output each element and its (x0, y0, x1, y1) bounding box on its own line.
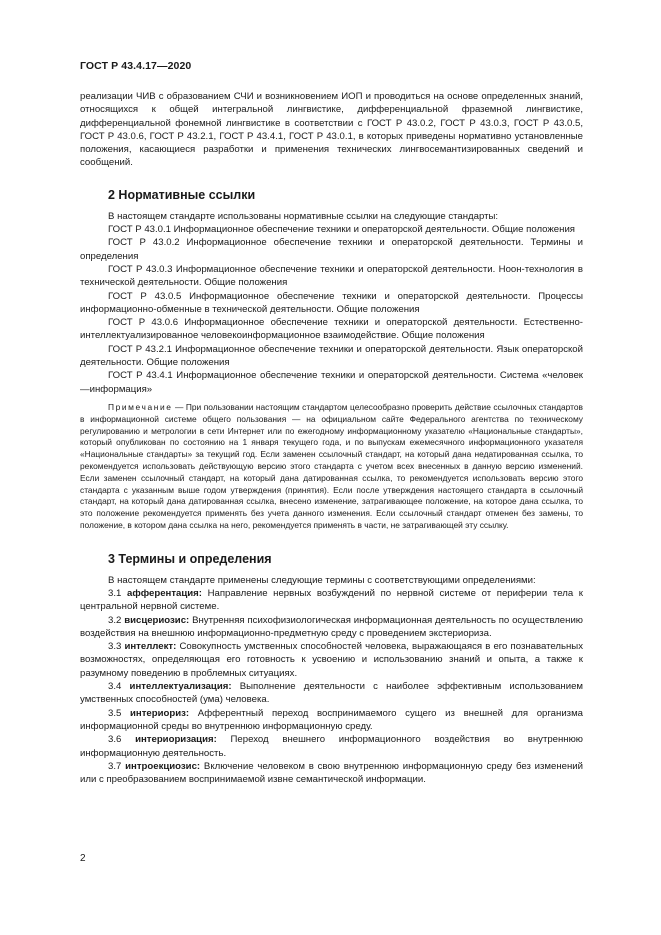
reference-item: ГОСТ Р 43.0.5 Информационное обеспечение техники и операторской деятельности. Процессы информационно-обменные в технической деятельности. Общие положения (80, 290, 583, 315)
term-entry (80, 760, 583, 787)
reference-item: ГОСТ Р 43.0.1 Информационное обеспечение техники и операторской деятельности. Общие положения (108, 224, 575, 236)
reference-item: ГОСТ Р 43.0.3 Информационное обеспечение техники и операторской деятельности. Ноон-технология в технической деятельности. Общие положения (80, 263, 583, 289)
term-name: интеллектуализация: (129, 681, 232, 693)
page-number: 2 (80, 853, 86, 864)
term-definition: Внутренняя психофизиологическая информационная деятельность по осуществлению воздействия на внешнюю информационно-предметную среду с проведением экстериоризa. (80, 614, 583, 639)
reference-item: ГОСТ Р 43.0.2 Информационное обеспечение техники и операторской деятельности. Термины и определения (80, 237, 583, 262)
section-3-title: 3 Термины и определения (108, 551, 272, 566)
term-entry (80, 640, 583, 680)
term-definition: Переход внешнего информационного воздействия во внутреннюю информационную деятельность. (80, 734, 583, 759)
term-name: висцериозис: (124, 614, 190, 626)
term-number: 3.2 (108, 614, 122, 626)
note-paragraph (80, 402, 583, 532)
note-text: — При пользовании настоящим стандартом целесообразно проверить действие ссылочных стандартов в информационной системе общего пользования — на официальном сайте Федерального агентства по техническому регулированию и метрологии в сети Интернет или по ежегодному информационному указателю «Национальные стандарты», который опубликован по состоянию на 1 января текущего года, и по выпускам ежемесячного информационного указателя «Национальные стандарты» за текущий год. Если заменен ссылочный стандарт, на который дана недатированная ссылка, то рекомендуется использовать действующую версию этого стандарта с учетом всех внесенных в данную версию изменений. Если заменен ссылочный стандарт, на который дана датированная ссылка, то рекомендуется использовать версию этого стандарта с указанным выше годом утверждения (принятия). Если после утверждения настоящего стандарта в ссылочный стандарт, на который дана датированная ссылка, внесено изменение, затрагивающее положение, на которое дана ссылка, то это положение рекомендуется применять без учета данного изменения. Если ссылочный стандарт отменен без замены, то положение, в котором дана ссылка на него, рекомендуется применять в части, не затрагивающей эту ссылку. (80, 401, 583, 530)
term-definition: Совокупность умственных способностей человека, выражающаяся в его познавательных возможностях, определяющая его готовность к усвоению и использованию знаний и опыта, а также к разумному поведению в проблемных ситуациях. (80, 641, 583, 679)
term-entry (80, 707, 583, 734)
term-number: 3.6 (108, 734, 122, 746)
reference-item: ГОСТ Р 43.4.1 Информационное обеспечение техники и операторской деятельности. Система «человек—информация» (80, 370, 583, 395)
term-name: интериоризация: (135, 734, 217, 746)
page-content (80, 90, 583, 786)
section-2-lead: В настоящем стандарте использованы нормативные ссылки на следующие стандарты: (108, 210, 499, 222)
term-number: 3.7 (108, 760, 122, 772)
section-3-lead: В настоящем стандарте применены следующие термины с соответствующими определениями: (108, 574, 536, 586)
term-entry (80, 733, 583, 760)
term-name: афферентация: (127, 588, 202, 599)
reference-item: ГОСТ Р 43.0.6 Информационное обеспечение техники и операторской деятельности. Естественно-интеллектуализированное человекоинформационное взаимодействие. Общие положения (80, 317, 583, 342)
term-definition: Включение человеком в свою внутреннюю информационную среду без изменений или с преобразованием воспринимаемой извне семантической информации. (80, 760, 583, 786)
term-entry (80, 587, 583, 614)
term-number: 3.5 (108, 707, 122, 719)
note-label: Примечание (108, 401, 173, 412)
term-name: интроекциозис: (125, 760, 201, 772)
term-definition: Выполнение деятельности с наиболее эффективным использованием умственных способностей (ума) человека. (80, 681, 583, 706)
document-header: ГОСТ Р 43.4.17—2020 (80, 60, 192, 72)
reference-item: ГОСТ Р 43.2.1 Информационное обеспечение техники и операторской деятельности. Язык операторской деятельности. Общие положения (80, 343, 583, 369)
section-2-title: 2 Нормативные ссылки (108, 187, 256, 202)
term-number: 3.3 (108, 641, 122, 653)
term-number: 3.4 (108, 681, 122, 693)
term-name: интеллект: (124, 641, 177, 653)
term-definition: Направление нервных возбуждений по нервной системе от периферии тела к центральной нервной системе. (80, 588, 584, 613)
term-name: интериориз: (130, 707, 190, 719)
term-definition: Афферентный переход воспринимаемого сущего из внешней для организма информационной среды во внутреннюю информационную среду. (80, 707, 584, 732)
term-entry (80, 680, 583, 707)
term-number: 3.1 (108, 588, 122, 599)
term-entry (80, 614, 583, 641)
intro-paragraph: реализации ЧИВ с образованием СЧИ и возникновением ИОП и проводиться на основе определенных знаний, относящихся к общей интегральной лингвистике, дифференциальной фраземной лингвистике, дифференциальной фонемной лингвистике в соответствии с ГОСТ Р 43.0.2, ГОСТ Р 43.0.3, ГОСТ Р 43.0.5, ГОСТ Р 43.0.6, ГОСТ Р 43.2.1, ГОСТ Р 43.4.1, ГОСТ Р 43.0.1, в которых приведены нормативно установленные положения, касающиеся разработки и применения технических лингвосемантизированных сведений и сообщений. (80, 91, 583, 169)
